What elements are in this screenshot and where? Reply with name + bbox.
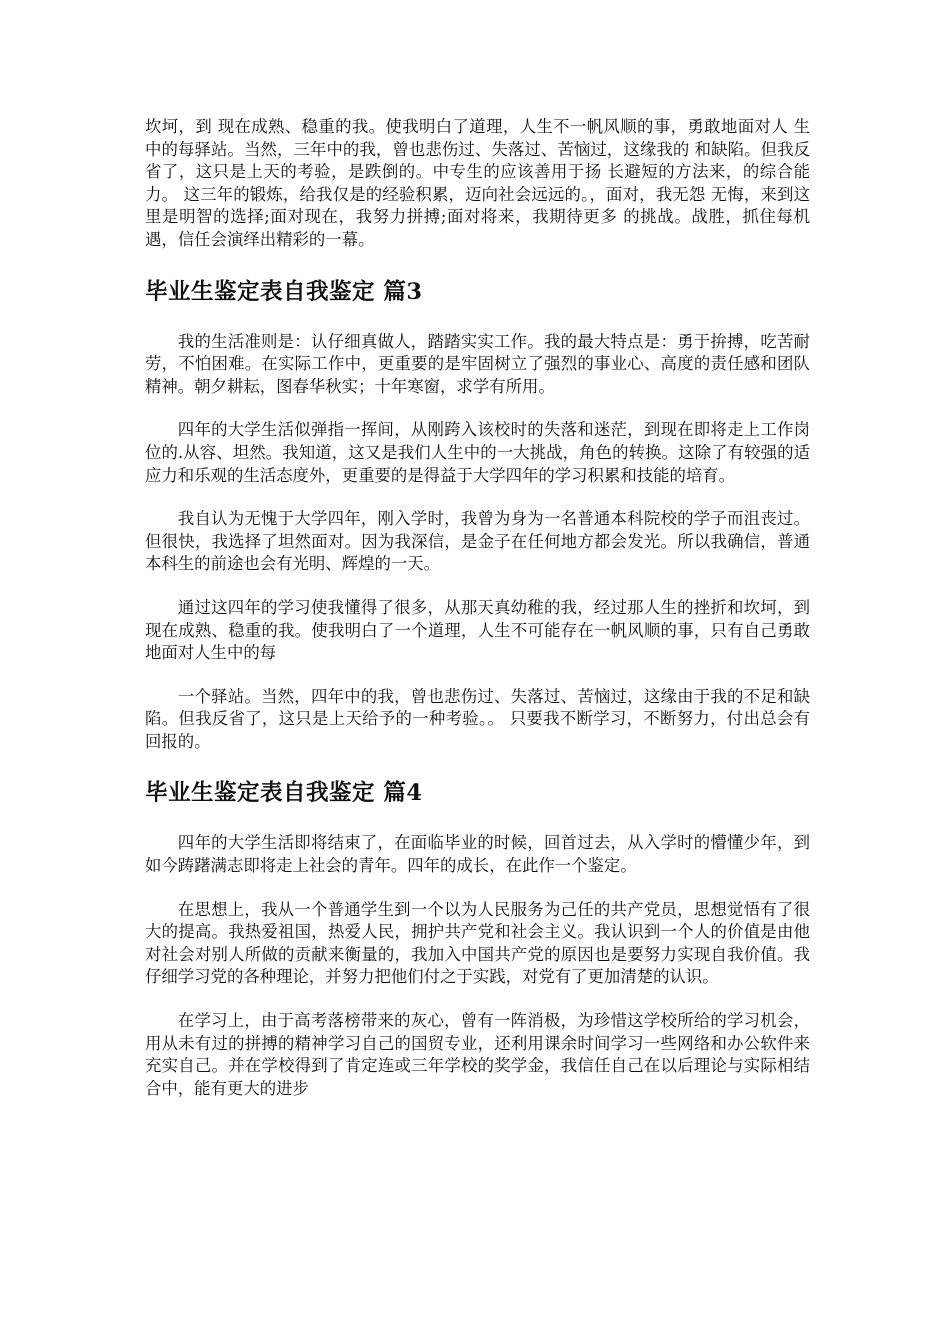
section-4-paragraph-3: 在学习上，由于高考落榜带来的灰心，曾有一阵消极，为珍惜这学校所给的学习机会，用从未有过的拼搏的精神学习自己的国贸专业，还利用课余时间学习一些网络和办公软件来充实自己。并在学校得到了肯定连或三年学校的奖学金，我信任自己在以后理论与实际相结合中，能有更大的进步 [145,1011,810,1098]
section-4-paragraph-1: 四年的大学生活即将结束了，在面临毕业的时候，回首过去，从入学时的懵懂少年，到如今踌躇满志即将走上社会的青年。四年的成长，在此作一个鉴定。 [145,833,810,876]
section-3-paragraph-3: 我自认为无愧于大学四年，刚入学时，我曾为身为一名普通本科院校的学子而沮丧过。但很快，我选择了坦然面对。因为我深信，是金子在任何地方都会发光。所以我确信，普通本科生的前途也会有光明、辉煌的一天。 [145,509,810,574]
section-3-paragraph-1: 我的生活准则是：认仔细真做人，踏踏实实工作。我的最大特点是：勇于拚搏，吃苦耐劳，不怕困难。在实际工作中，更重要的是牢固树立了强烈的事业心、高度的责任感和团队精神。朝夕耕耘，图春华秋实；十年寒窗，求学有所用。 [145,331,810,396]
document-page [145,116,810,1100]
section-3-paragraph-2: 四年的大学生活似弹指一挥间，从刚跨入该校时的失落和迷茫，到现在即将走上工作岗位的.从容、坦然。我知道，这又是我们人生中的一大挑战，角色的转换。这除了有较强的适应力和乐观的生活态度外，更重要的是得益于大学四年的学习积累和技能的培育。 [145,420,810,485]
section-4-paragraph-2: 在思想上，我从一个普通学生到一个以为人民服务为己任的共产党员，思想觉悟有了很大的提高。我热爱祖国，热爱人民，拥护共产党和社会主义。我认识到一个人的价值是由他对社会对别人所做的贡献来衡量的，我加入中国共产党的原因也是要努力实现自我价值。我仔细学习党的各种理论，并努力把他们付之于实践，对党有了更加清楚的认识。 [145,899,810,987]
section-3-paragraph-4: 通过这四年的学习使我懂得了很多，从那天真幼稚的我，经过那人生的挫折和坎坷，到现在成熟、稳重的我。使我明白了一个道理，人生不可能存在一帆风顺的事，只有自己勇敢地面对人生中的每 [145,597,810,663]
intro-paragraph: 坎坷，到 现在成熟、稳重的我。使我明白了道理，人生不一帆风顺的事，勇敢地面对人 生中的每驿站。当然，三年中的我，曾也悲伤过、失落过、苦恼过，这缘我的 和缺陷。但我反省了，这只是上天的考验，是跌倒的。中专生的应该善用于扬 长避短的方法来，的综合能力。 这三年的锻炼，给我仅是的经验积累，迈向社会远远的。，面对，我无怨 无悔，来到这里是明智的选择;面对现在，我努力拼搏;面对将来，我期待更多 的挑战。战胜，抓住每机遇，信任会演绎出精彩的一幕。 [145,117,810,249]
section-3-paragraph-5: 一个驿站。当然，四年中的我，曾也悲伤过、失落过、苦恼过，这缘由于我的不足和缺陷。但我反省了，这只是上天给予的一种考验。。 只要我不断学习，不断努力，付出总会有回报的。 [145,686,810,751]
section-3-heading: 毕业生鉴定表自我鉴定 篇3 [145,278,423,305]
section-4-heading: 毕业生鉴定表自我鉴定 篇4 [145,780,423,807]
